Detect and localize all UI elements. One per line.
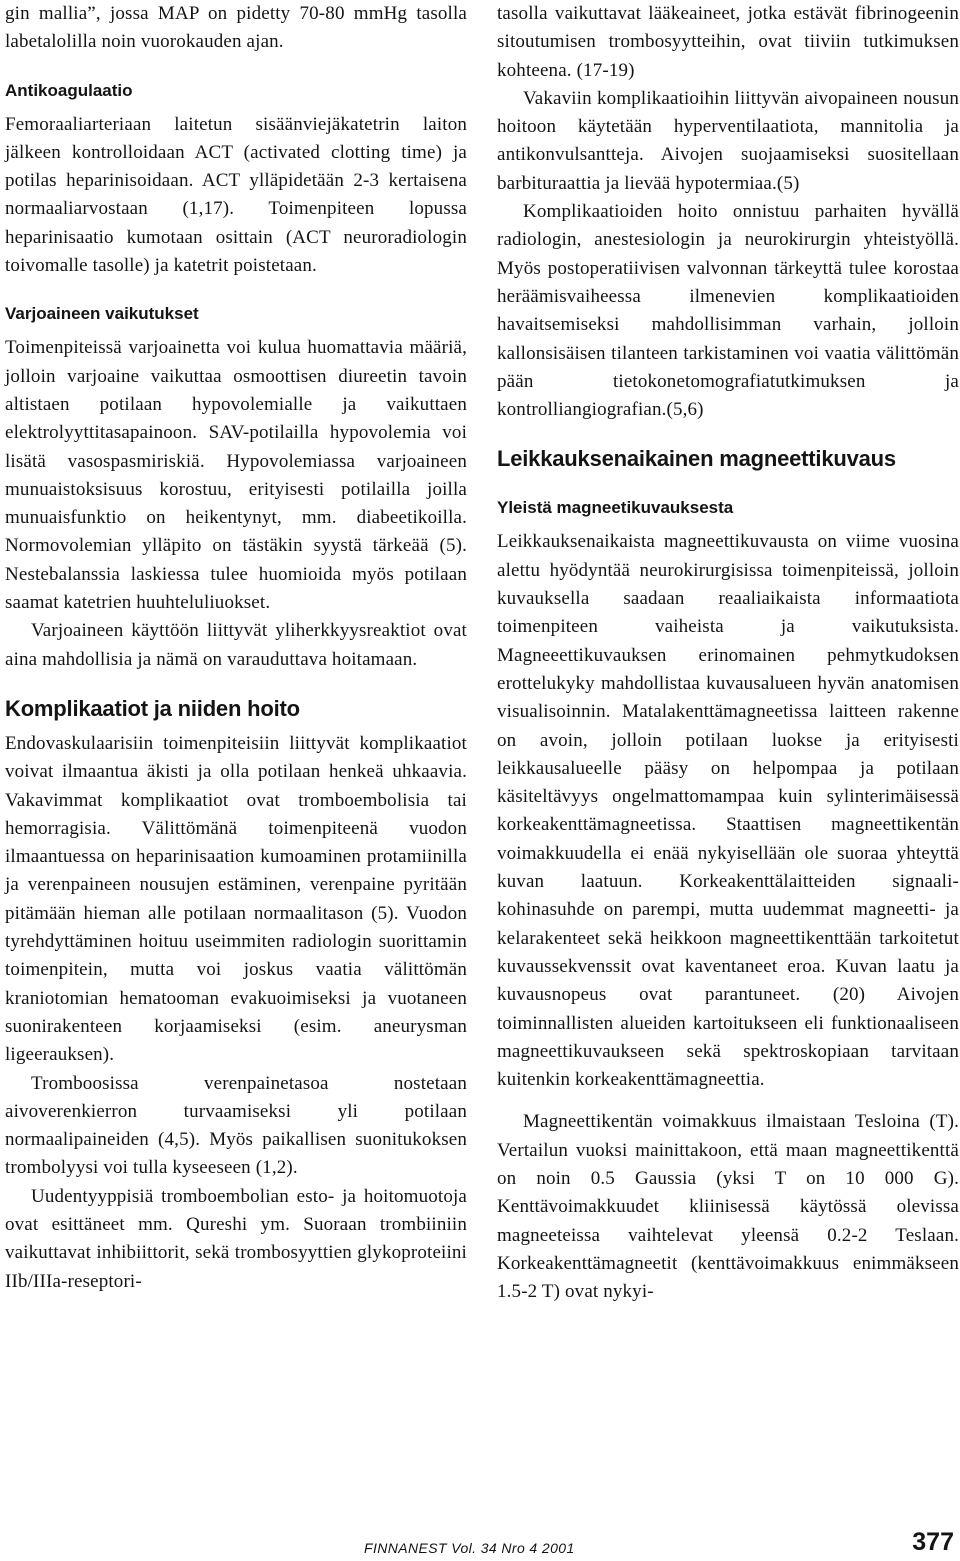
section-heading-antikoagulaatio: Antikoagulaatio — [5, 80, 133, 100]
paragraph: Komplikaatioiden hoito onnistuu parhaiten hyvällä radiologin, anestesiologin ja neurokirurgin yhteistyöllä. Myös postoperatiivisen valvonnan tärkeyttä tulee korostaa heräämisvaiheessa ilmenevien komplikaatioiden havaitsemiseksi mahdollisimman varhain, jolloin kallonsisäisen tilanteen tarkistaminen voi vaatia välittömän pään tietokonetomografiatutkimuksen ja kontrolliangiografian.(5,6) — [497, 201, 959, 421]
paragraph: Tromboosissa verenpainetasoa nostetaan aivoverenkierron turvaamiseksi yli potilaan normaalipaineiden (4,5). Myös paikallisen suonitukoksen trombolyysi voi tulla kyseeseen (1,2). — [5, 1072, 467, 1179]
paragraph: Varjoaineen käyttöön liittyvät yliherkkyysreaktiot ovat aina mahdollisia ja nämä on varauduttava hoitamaan. — [5, 620, 467, 670]
section-heading-varjoaine: Varjoaineen vaikutukset — [5, 304, 199, 324]
paragraph: Leikkauksenaikaista magneettikuvausta on viime vuosina alettu hyödyntää neurokirurgisissa toimenpiteissä, jolloin kuvauksella saadaan reaaliaikaista informaatiota toimenpiteen vaiheista ja vaikutuksista. Magneeettikuvauksen erinomainen pehmytkudoksen erottelukyky mahdollistaa kuvausalueen hyvän anatomisen visualisoinnin. Matalakenttämagneetissa laitteen rakenne on avoin, jolloin potilaan luokse ja erityisesti leikkausalueelle pääsy on helpompaa ja potilaan käsiteltävyys ongelmattomampaa kuin sylinterimäisessä korkeakenttämagneetissa. Staattisen magneettikentän voimakkuudella ei enää nykyisellään ole suoraa yhteyttä kuvan laatuun. Korkeakenttälaitteiden signaali-kohinasuhde on parempi, mutta uudemmat magneetti- ja kelarakenteet sekä heikkoon magneettikenttään tarkoitetut kuvaussekvenssit ovat kaventaneet eroa. Kuvan laatu ja kuvausnopeus ovat parantuneet. (20) Aivojen toiminnallisten alueiden kartoitukseen eli funktionaaliseen magneettikuvaukseen sekä spektroskopiaan tarvitaan kuitenkin korkeakenttämagneettia. — [497, 531, 959, 1091]
journal-citation: FINNANEST Vol. 34 Nro 4 2001 — [364, 1540, 575, 1556]
paragraph: gin mallia”, jossa MAP on pidetty 70-80 mmHg tasolla labetalolilla noin vuorokauden ajan. — [5, 3, 467, 53]
paragraph: Toimenpiteissä varjoainetta voi kulua huomattavia määriä, jolloin varjoaine vaikuttaa osmoottisen diureetin tavoin altistaen potilaan hypovolemialle ja vaikuttaen elektrolyyttitasapainoon. SAV-potilailla hypovolemia voi lisätä vasospasmiriskiä. Hypovolemiassa varjoaineen munuaistoksisuus korostuu, erityisesti potilailla joilla munuaisfunktio on heikentynyt, mm. diabeetikoilla. Normovolemian ylläpito on tästäkin syystä tärkeää (5). Nestebalanssia laskiessa tulee huomioida myös potilaan saamat katetrien huuhteluliuokset. — [5, 337, 467, 614]
page-footer — [364, 1528, 954, 1560]
paragraph: Femoraaliarteriaan laitetun sisäänviejäkatetrin laiton jälkeen kontrolloidaan ACT (activated clotting time) ja potilas heparinisoidaan. ACT ylläpidetään 2-3 kertaisena normaaliarvostaan (1,17). Toimenpiteen lopussa heparinisaatio kumotaan osittain (ACT neuroradiologin toivomalle tasolle) ja katetrit poistetaan. — [5, 113, 467, 277]
left-column — [5, 0, 467, 1296]
section-heading-leikkauksenaikainen: Leikkauksenaikainen magneettikuvaus — [497, 446, 896, 472]
subsection-heading-yleista: Yleistä magneetikuvauksesta — [497, 498, 734, 518]
section-heading-komplikaatiot: Komplikaatiot ja niiden hoito — [5, 695, 300, 721]
page-number: 377 — [912, 1528, 954, 1556]
paragraph: Endovaskulaarisiin toimenpiteisiin liittyvät komplikaatiot voivat ilmaantua äkisti ja olla potilaan henkeä uhkaavia. Vakavimmat komplikaatiot ovat tromboembolisia tai hemorragisia. Välittömänä toimenpiteenä vuodon ilmaantuessa on heparinisaation kumoaminen protamiinilla ja verenpaineen nousujen estäminen, verenpaine pyritään pitämään hieman alle potilaan normaalitason (5). Vuodon tyrehdyttäminen hoituu useimmiten radiologin suorittamin toimenpitein, mutta voi joskus vaatia välittömän kraniotomian hematooman evakuoimiseksi ja vuotaneen suonirakenteen korjaamiseksi (esim. aneurysman ligeerauksen). — [5, 732, 467, 1066]
paragraph: Magneettikentän voimakkuus ilmaistaan Tesloina (T). Vertailun vuoksi mainittakoon, että maan magneettikenttä on noin 0.5 Gaussia (yksi T on 10 000 G). Kenttävoimakkuudet kliinisessä käytössä olevissa magneeteissa vaihtelevat yleensä 0.2-2 Teslaan. Korkeakenttämagneetit (kenttävoimakkuus enimmäkseen 1.5-2 T) ovat nykyi- — [497, 1111, 959, 1303]
paragraph: Vakaviin komplikaatioihin liittyvän aivopaineen nousun hoitoon käytetään hyperventilaatiota, mannitolia ja antikonvulsantteja. Aivojen suojaamiseksi suositellaan barbituraattia ja lievää hypotermiaa.(5) — [497, 87, 959, 194]
paragraph-gap — [497, 1094, 959, 1108]
right-column — [497, 0, 959, 1306]
paragraph: Uudentyyppisiä tromboembolian esto- ja hoitomuotoja ovat esittäneet mm. Qureshi ym. Suoraan trombiiniin vaikuttavat inhibiittorit, sekä trombosyyttien glykoproteiini IIb/IIIa-reseptori- — [5, 1185, 467, 1292]
paragraph: tasolla vaikuttavat lääkeaineet, jotka estävät fibrinogeenin sitoutumisen trombosyytteihin, ovat tiiviin tutkimuksen kohteena. (17-19) — [497, 3, 959, 81]
